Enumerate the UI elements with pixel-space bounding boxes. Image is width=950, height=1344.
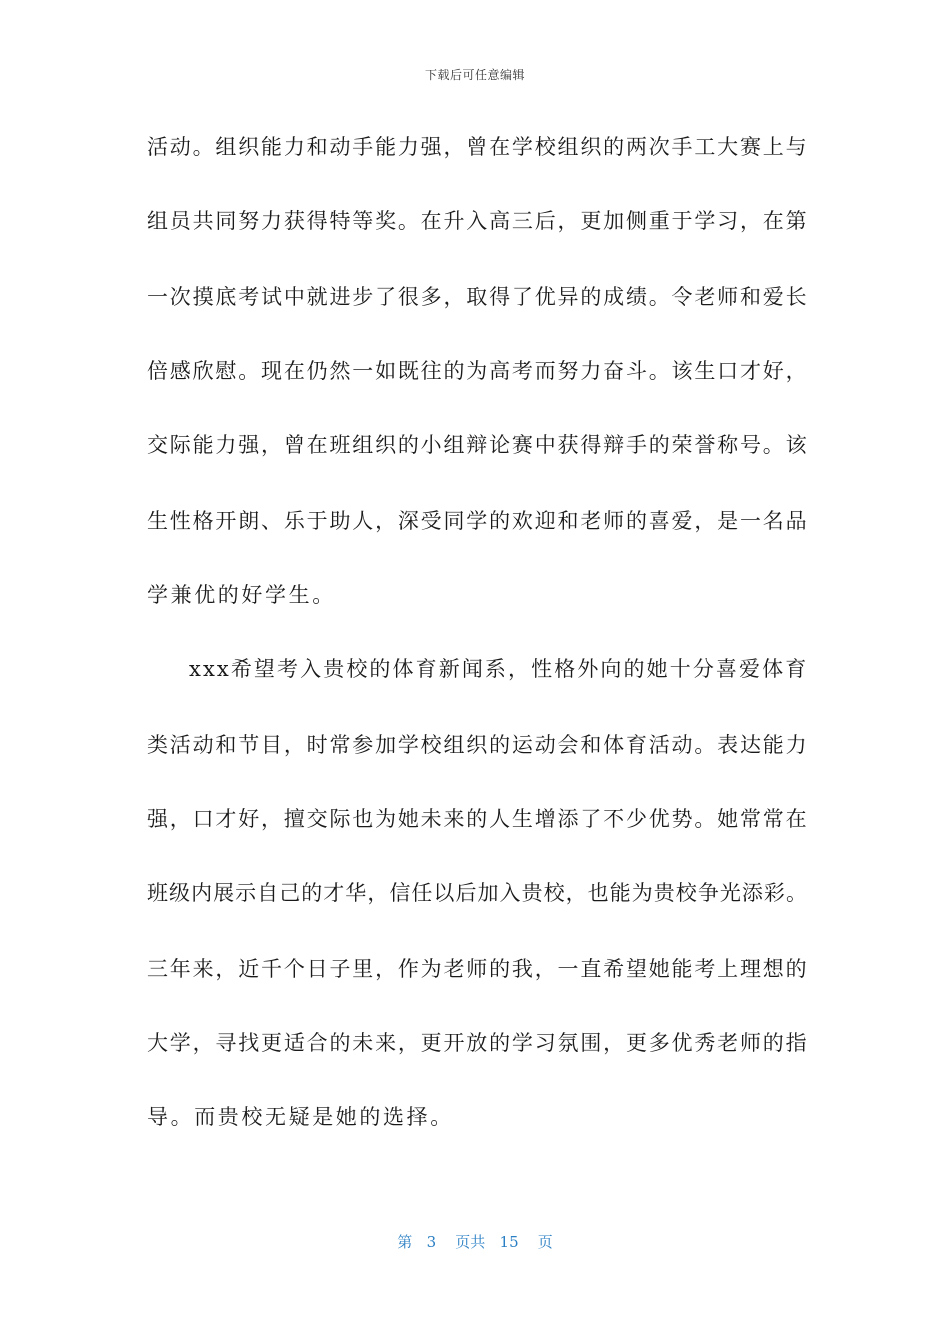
body-line: 活动。组织能力和动手能力强，曾在学校组织的两次手工大赛上与 <box>147 135 809 159</box>
body-line: 交际能力强，曾在班组织的小组辩论赛中获得辩手的荣誉称号。该 <box>147 433 809 457</box>
body-line: 学兼优的好学生。 <box>147 583 336 607</box>
body-line: 强，口才好，擅交际也为她未来的人生增添了不少优势。她常常在 <box>147 807 809 831</box>
body-line: 倍感欣慰。现在仍然一如既往的为高考而努力奋斗。该生口才好， <box>147 359 809 383</box>
body-line: 三年来，近千个日子里，作为老师的我，一直希望她能考上理想的 <box>147 957 809 981</box>
body-line: 导。而贵校无疑是她的选择。 <box>147 1105 454 1129</box>
body-line: 类活动和节目，时常参加学校组织的运动会和体育活动。表达能力 <box>147 733 809 757</box>
current-page-number: 3 <box>426 1233 437 1251</box>
total-pages-number: 15 <box>499 1233 519 1251</box>
download-note-header: 下载后可任意编辑 <box>424 68 525 82</box>
paragraph-start-line: xxx希望考入贵校的体育新闻系，性格外向的她十分喜爱体育 <box>189 657 809 681</box>
footer-middle: 页共 <box>455 1233 486 1251</box>
body-line: 大学，寻找更适合的未来，更开放的学习氛围，更多优秀老师的指 <box>147 1031 809 1055</box>
body-line: 班级内展示自己的才华，信任以后加入贵校，也能为贵校争光添彩。 <box>147 881 808 905</box>
page-number-footer <box>0 1231 950 1252</box>
body-line: 一次摸底考试中就进步了很多，取得了优异的成绩。令老师和爱长 <box>147 285 809 309</box>
footer-prefix: 第 <box>397 1233 413 1251</box>
footer-suffix: 页 <box>537 1233 553 1251</box>
body-line: 组员共同努力获得特等奖。在升入高三后，更加侧重于学习，在第 <box>147 209 809 233</box>
body-line: 生性格开朗、乐于助人，深受同学的欢迎和老师的喜爱，是一名品 <box>147 509 809 533</box>
